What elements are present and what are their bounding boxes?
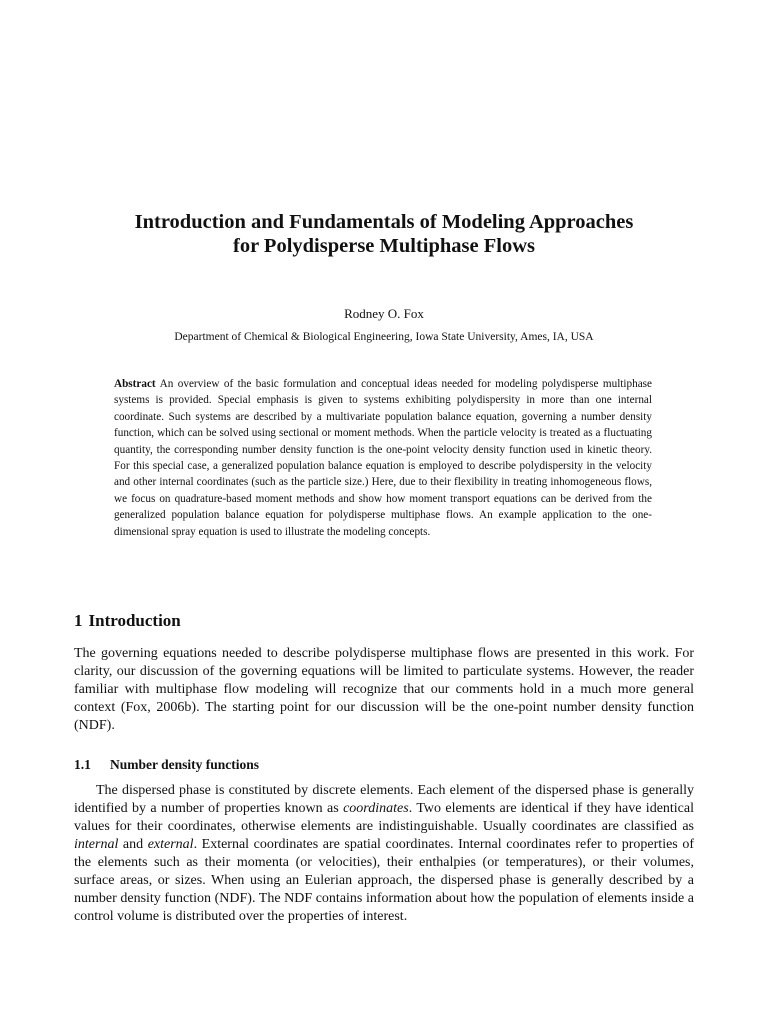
term-coordinates: coordinates [343, 801, 409, 816]
para-text-b: . Two elements are identical if they have identical values for their coordinates, otherwise elements are indistinguishable. Usually coordinates are classified as [74, 801, 694, 834]
section-number: 1 [74, 611, 83, 630]
section-heading-introduction [74, 611, 181, 631]
term-external: external [147, 837, 194, 852]
para-text-a: The dispersed phase is constituted by discrete elements. Each element of the dispersed phase is generally identified by a number of properties known as [74, 783, 694, 816]
number-density-paragraph [74, 782, 694, 926]
para-text-d: . External coordinates are spatial coordinates. Internal coordinates refer to properties of the elements such as their momenta (or velocities), their enthalpies (or temperatures), or their volumes, surface areas, or sizes. When using an Eulerian approach, the dispersed phase is generally described by a number density function (NDF). The NDF contains information about how the population of elements inside a control volume is distributed over the properties of interest. [74, 837, 694, 924]
term-internal: internal [74, 837, 119, 852]
subsection-heading-number-density [74, 756, 259, 774]
section-title: Introduction [88, 611, 181, 630]
subsection-number: 1.1 [74, 757, 91, 772]
abstract-text: An overview of the basic formulation and conceptual ideas needed for modeling polydisperse multiphase systems is provided. Special emphasis is given to systems exhibiting polydispersity in more than one internal coordinate. Such systems are described by a multivariate population balance equation, governing a number density function, which can be solved using sectional or moment methods. When the particle velocity is treated as a fluctuating quantity, the corresponding number density function is the one-point velocity density function used in kinetic theory. For this special case, a generalized population balance equation is employed to describe polydispersity in the velocity and other internal coordinates (such as the particle size.) Here, due to their flexibility in treating inhomogeneous flows, we focus on quadrature-based moment methods and show how moment transport equations can be derived from the generalized population balance equation for polydisperse multiphase flows. An example application to the one-dimensional spray equation is used to illustrate the modeling concepts. [114, 378, 652, 538]
paper-title-line-1: Introduction and Fundamentals of Modeling Approaches [134, 211, 634, 233]
subsection-title: Number density functions [110, 757, 260, 772]
abstract [114, 376, 652, 540]
author-name: Rodney O. Fox [344, 306, 424, 321]
introduction-paragraph: The governing equations needed to describe polydisperse multiphase flows are presented in this work. For clarity, our discussion of the governing equations will be limited to particulate systems. However, the reader familiar with multiphase flow modeling will recognize that our comments hold in a much more general context (Fox, 2006b). The starting point for our discussion will be the one-point number density function (NDF). [74, 646, 694, 733]
paper-title [60, 210, 708, 258]
para-text-c: and [118, 837, 148, 852]
abstract-label: Abstract [114, 378, 156, 390]
paper-title-line-2: for Polydisperse Multiphase Flows [233, 235, 535, 257]
author-affiliation: Department of Chemical & Biological Engineering, Iowa State University, Ames, IA, USA [174, 331, 594, 343]
